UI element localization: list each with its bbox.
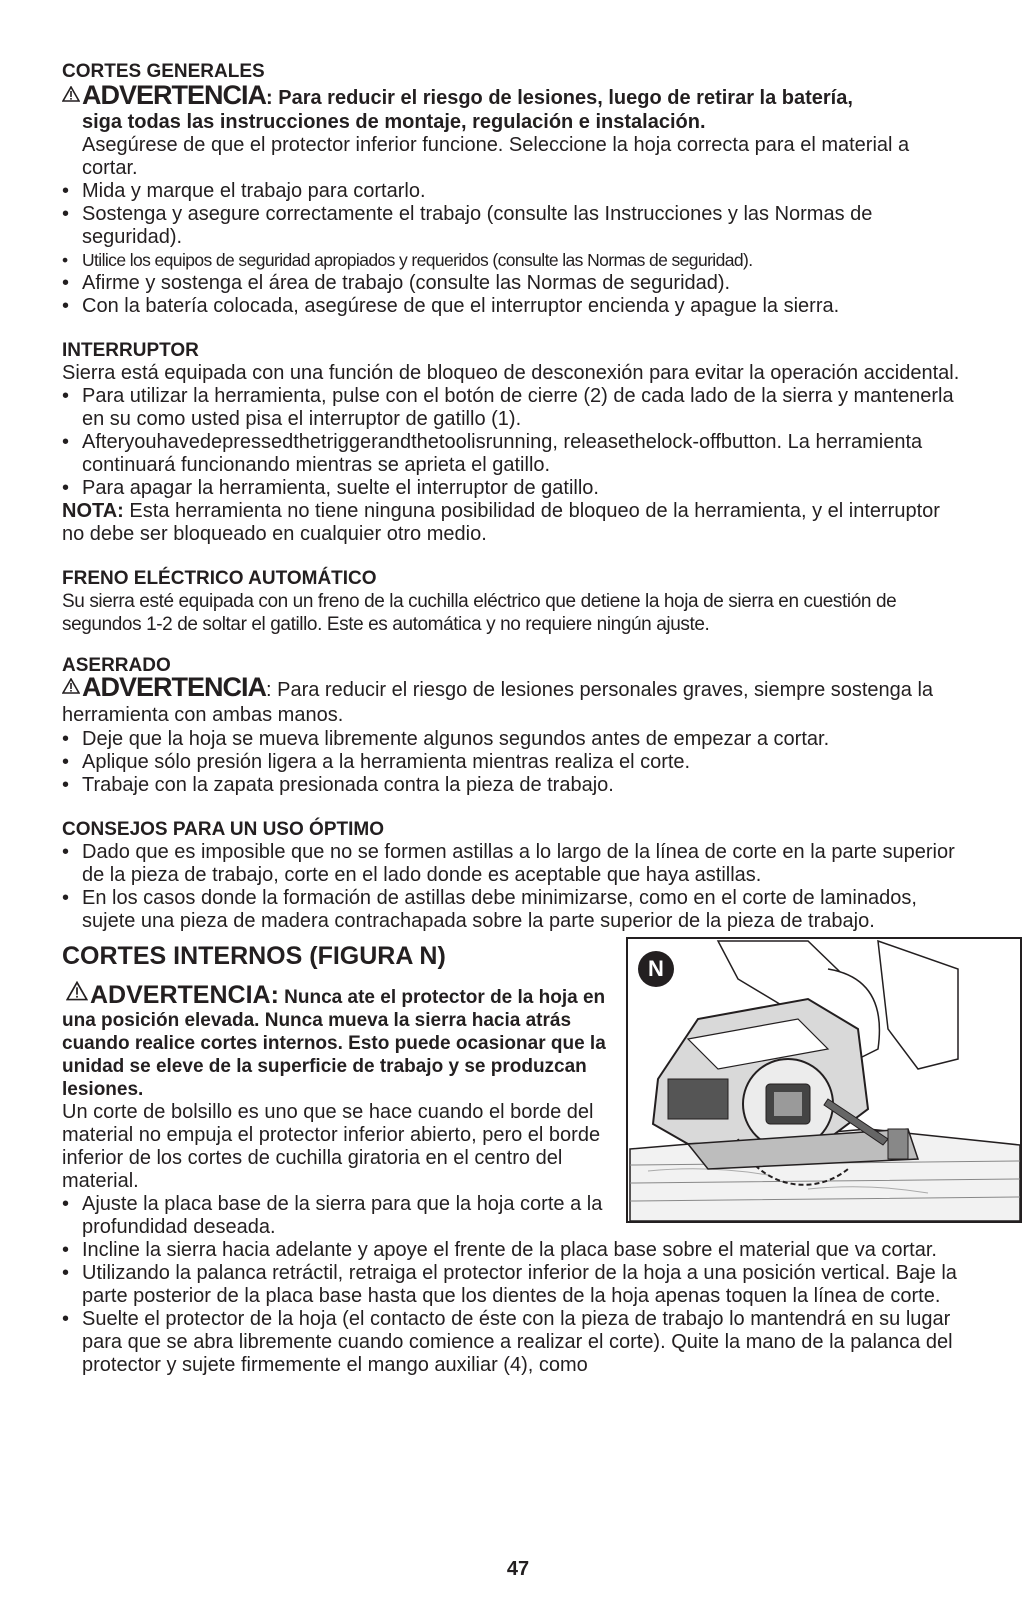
section-title: CORTES GENERALES bbox=[62, 61, 265, 82]
section-aserrado bbox=[62, 657, 962, 797]
list-item: • Utilizando la palanca retráctil, retraiga el protector inferior de la hoja a una posición vertical. Baje la parte posterior de la placa base hasta que los dientes de la hoja apenas toquen la línea de corte. bbox=[62, 1262, 957, 1307]
list-item: • En los casos donde la formación de astillas debe minimizarse, como en el corte de laminados, sujete una pieza de madera contrachapada sobre la parte superior de la pieza de trabajo. bbox=[62, 887, 917, 932]
page-number: 47 bbox=[506, 1558, 530, 1580]
section-cortes-internos bbox=[62, 941, 962, 1377]
manual-page bbox=[62, 60, 962, 1377]
list-item: • Afteryouhavedepressedthetriggerandthetoolisrunning, releasethelock-offbutton. La herramienta continuará funcionando mientras se aprieta el gatillo. bbox=[62, 431, 923, 476]
note bbox=[62, 500, 962, 546]
bullet-list bbox=[62, 385, 962, 500]
warning-word: ADVERTENCIA bbox=[82, 672, 267, 702]
bullet-list bbox=[62, 1239, 962, 1377]
list-item: • Suelte el protector de la hoja (el contacto de éste con la pieza de trabajo lo mantendrá en su lugar para que se abra libremente cuando comience a realizar el corte). Quite la mano de la palanca del protector y sujete firmemente el mango auxiliar (4), como bbox=[62, 1308, 953, 1376]
section-title: INTERRUPTOR bbox=[62, 340, 199, 361]
section-title: FRENO ELÉCTRICO AUTOMÁTICO bbox=[62, 568, 377, 589]
warning-word: ADVERTENCIA: bbox=[90, 981, 279, 1009]
bullet-list bbox=[62, 180, 962, 318]
section-text: Un corte de bolsillo es uno que se hace cuando el borde del material no empuja el protector inferior abierto, pero el borde inferior de los cortes de cuchilla giratoria en el centro del material. bbox=[62, 1101, 601, 1192]
section-cortes-generales bbox=[62, 60, 962, 318]
list-item: • Incline la sierra hacia adelante y apoye el frente de la placa base sobre el material que va cortar. bbox=[62, 1239, 937, 1261]
list-item: • Utilice los equipos de seguridad apropiados y requeridos (consulte las Normas de seguridad). bbox=[62, 250, 753, 270]
warning-bold-text: : Para reducir el riesgo de lesiones, luego de retirar la batería, bbox=[266, 87, 853, 109]
list-item: • Sostenga y asegure correctamente el trabajo (consulte las Instrucciones y las Normas de seguridad). bbox=[62, 203, 873, 248]
warning-block bbox=[62, 672, 962, 728]
figure-label: N bbox=[638, 951, 674, 987]
warning-bold-text: Nunca ate el protector de la hoja en una posición elevada. Nunca mueva la sierra hacia atrás cuando realice cortes internos. Esto puede ocasionar que la unidad se eleve de la superficie de trabajo y se produzcan lesiones. bbox=[62, 987, 606, 1100]
section-intro: Sierra está equipada con una función de bloqueo de desconexión para evitar la operación accidental. bbox=[62, 362, 960, 384]
note-label: NOTA: bbox=[62, 500, 124, 522]
section-title: CORTES INTERNOS (FIGURA N) bbox=[62, 942, 446, 970]
warning-bold-text-2: siga todas las instrucciones de montaje, regulación e instalación. bbox=[82, 111, 706, 133]
list-item: • Mida y marque el trabajo para cortarlo. bbox=[62, 180, 426, 202]
warning-triangle-icon bbox=[62, 678, 80, 694]
figure-n bbox=[626, 937, 1022, 1223]
section-interruptor bbox=[62, 339, 962, 546]
warning-triangle-icon bbox=[66, 981, 88, 1001]
section-title: ASERRADO bbox=[62, 655, 171, 676]
list-item: • Aplique sólo presión ligera a la herramienta mientras realiza el corte. bbox=[62, 751, 691, 773]
list-item: • Trabaje con la zapata presionada contra la pieza de trabajo. bbox=[62, 774, 614, 796]
list-item: • Ajuste la placa base de la sierra para que la hoja corte a la profundidad deseada. bbox=[62, 1193, 603, 1238]
bullet-list bbox=[62, 841, 962, 933]
section-freno bbox=[62, 567, 962, 636]
warning-text: : Para reducir el riesgo de lesiones personales graves, siempre sostenga la herramienta con ambas manos. bbox=[62, 679, 934, 726]
warning-block bbox=[62, 981, 618, 1101]
warning-block bbox=[62, 80, 962, 111]
list-item: • Deje que la hoja se mueva libremente algunos segundos antes de empezar a cortar. bbox=[62, 728, 830, 750]
list-item: • Dado que es imposible que no se formen astillas a lo largo de la línea de corte en la parte superior de la pieza de trabajo, corte en el lado donde es aceptable que haya astillas. bbox=[62, 841, 955, 886]
section-text: Su sierra esté equipada con un freno de la cuchilla eléctrico que detiene la hoja de sierra en cuestión de segundos 1-2 de soltar el gatillo. Este es automática y no requiere ningún ajuste. bbox=[62, 591, 897, 635]
bullet-list-first bbox=[62, 1193, 618, 1239]
section-title: CONSEJOS PARA UN USO ÓPTIMO bbox=[62, 819, 384, 840]
warning-text: Asegúrese de que el protector inferior funcione. Seleccione la hoja correcta para el material a cortar. bbox=[82, 134, 910, 179]
section-consejos bbox=[62, 818, 962, 933]
list-item: • Para utilizar la herramienta, pulse con el botón de cierre (2) de cada lado de la sierra y mantenerla en su como usted pisa el interruptor de gatillo (1). bbox=[62, 385, 954, 430]
note-text: Esta herramienta no tiene ninguna posibilidad de bloqueo de la herramienta, y el interruptor no debe ser bloqueado en cualquier otro medio. bbox=[62, 500, 940, 545]
list-item: • Afirme y sostenga el área de trabajo (consulte las Normas de seguridad). bbox=[62, 272, 731, 294]
warning-triangle-icon bbox=[62, 86, 80, 102]
list-item: • Con la batería colocada, asegúrese de que el interruptor encienda y apague la sierra. bbox=[62, 295, 840, 317]
warning-word: ADVERTENCIA bbox=[82, 80, 267, 110]
list-item: • Para apagar la herramienta, suelte el interruptor de gatillo. bbox=[62, 477, 599, 499]
circular-saw-illustration bbox=[628, 939, 1020, 1221]
bullet-list bbox=[62, 728, 962, 797]
